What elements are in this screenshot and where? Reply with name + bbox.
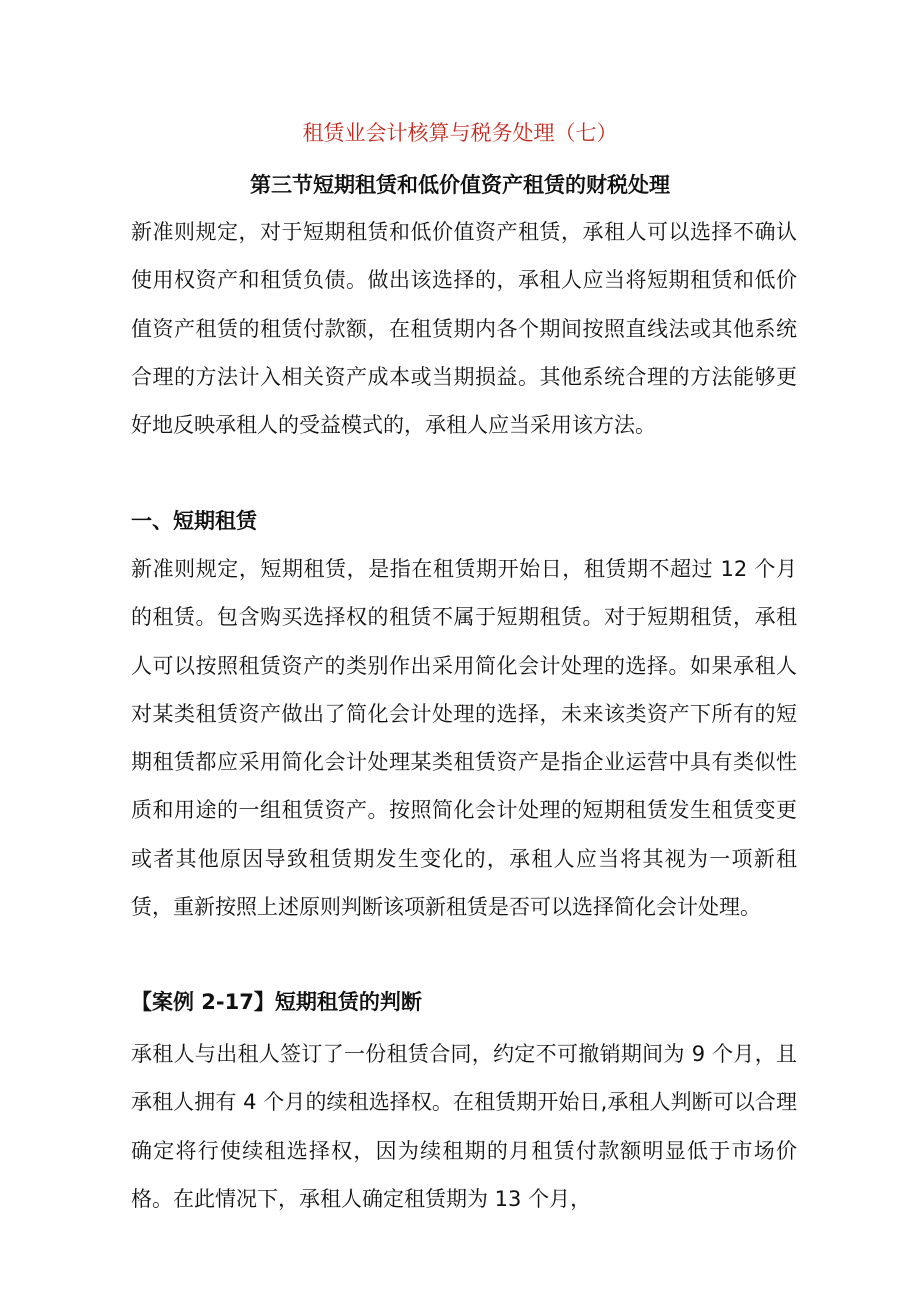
intro-paragraph: 新准则规定，对于短期租赁和低价值资产租赁，承租人可以选择不确认使用权资产和租赁负债。做出该选择的，承租人应当将短期租赁和低价值资产租赁的租赁付款额，在租赁期内各个期间按照直线法或其他系统合理的方法计入相关资产成本或当期损益。其他系统合理的方法能够更好地反映承租人的受益模式的，承租人应当采用该方法。 <box>131 220 797 438</box>
section-title: 第三节短期租赁和低价值资产租赁的财税处理 <box>250 173 670 197</box>
case-paragraph: 承租人与出租人签订了一份租赁合同，约定不可撤销期间为 9 个月，且承租人拥有 4 个月的续租选择权。在租赁期开始日,承租人判断可以合理确定将行使续租选择权，因为续租期的月租赁付款额明显低于市场价格。在此情况下，承租人确定租赁期为 13 个月， <box>131 1042 797 1211</box>
short-term-lease-paragraph: 新准则规定，短期租赁，是指在租赁期开始日，租赁期不超过 12 个月的租赁。包含购买选择权的租赁不属于短期租赁。对于短期租赁，承租人可以按照租赁资产的类别作出采用简化会计处理的选择。如果承租人对某类租赁资产做出了简化会计处理的选择，未来该类资产下所有的短期租赁都应采用简化会计处理某类租赁资产是指企业运营中具有类似性质和用途的一组租赁资产。按照简化会计处理的短期租赁发生租赁变更或者其他原因导致租赁期发生变化的，承租人应当将其视为一项新租赁，重新按照上述原则判断该项新租赁是否可以选择简化会计处理。 <box>131 557 797 920</box>
case-heading: 【案例 2-17】短期租赁的判断 <box>131 990 422 1014</box>
document-title: 租赁业会计核算与税务处理（七） <box>302 121 618 145</box>
short-term-lease-heading: 一、短期租赁 <box>131 509 257 533</box>
